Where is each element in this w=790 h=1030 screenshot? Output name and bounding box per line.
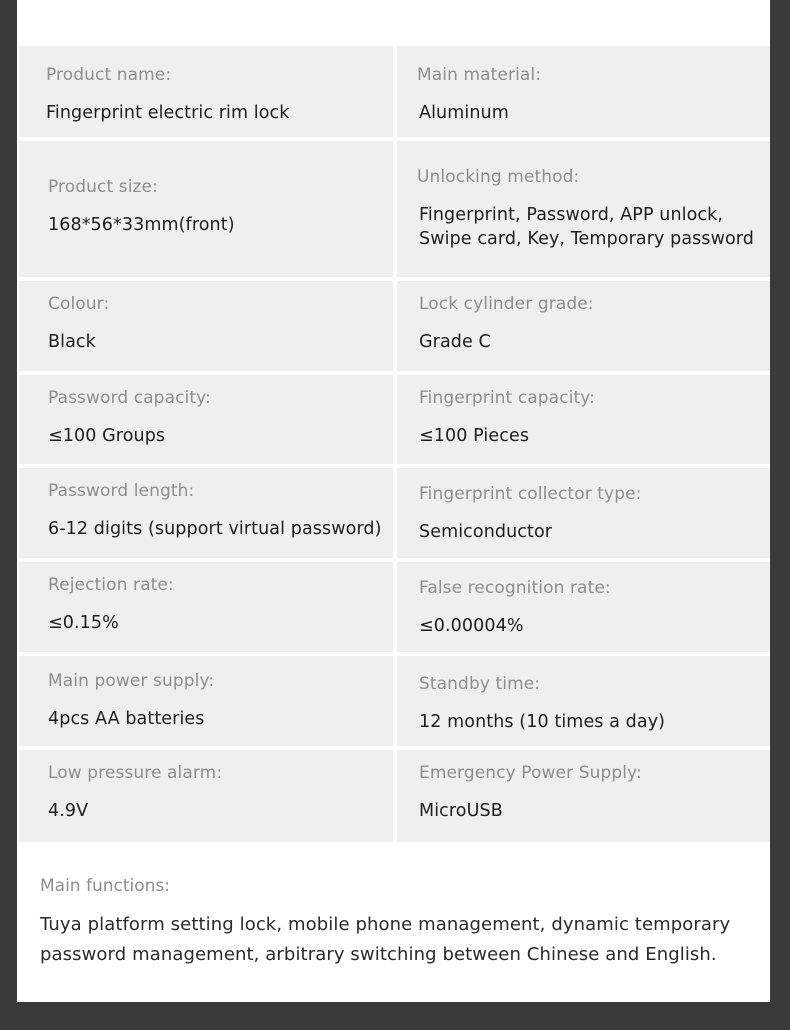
main-functions-section <box>40 876 740 970</box>
spec-cell-product-name <box>19 46 393 137</box>
spec-value: MicroUSB <box>419 801 503 821</box>
spec-label: Password capacity: <box>48 388 211 408</box>
spec-cell-product-size <box>19 141 393 277</box>
spec-value: 6-12 digits (support virtual password) <box>48 519 382 539</box>
spec-value: ≤0.15% <box>48 613 119 633</box>
spec-cell-fingerprint-collector-type <box>397 468 770 558</box>
spec-label: Password length: <box>48 481 195 501</box>
spec-cell-rejection-rate <box>19 562 393 652</box>
main-functions-text: Tuya platform setting lock, mobile phone management, dynamic temporary password management, arbitrary switching between Chinese and English. <box>40 914 731 965</box>
spec-label: Product name: <box>46 65 172 85</box>
spec-label: Fingerprint capacity: <box>419 388 595 408</box>
spec-value: Grade C <box>419 332 491 352</box>
spec-label: Unlocking method: <box>417 167 580 187</box>
spec-label: Lock cylinder grade: <box>419 294 594 314</box>
spec-value: ≤100 Pieces <box>419 426 530 446</box>
spec-value-line-1: Fingerprint, Password, APP unlock, <box>419 205 724 225</box>
spec-label: Low pressure alarm: <box>48 763 223 783</box>
spec-value-line-2: Swipe card, Key, Temporary password <box>419 229 754 249</box>
spec-cell-unlocking-method <box>397 141 770 277</box>
spec-label: Main power supply: <box>48 671 215 691</box>
spec-label: Emergency Power Supply: <box>419 763 642 783</box>
spec-cell-low-pressure-alarm <box>19 750 393 842</box>
spec-value: Fingerprint electric rim lock <box>46 103 290 123</box>
spec-label: Main material: <box>417 65 542 85</box>
spec-value: 12 months (10 times a day) <box>419 712 666 732</box>
spec-value: 4pcs AA batteries <box>48 709 205 729</box>
spec-label: False recognition rate: <box>419 578 611 598</box>
spec-label: Product size: <box>48 177 158 197</box>
spec-value: 4.9V <box>48 801 89 821</box>
spec-cell-fingerprint-capacity <box>397 375 770 464</box>
spec-value: Semiconductor <box>419 522 553 542</box>
spec-cell-main-material <box>397 46 770 137</box>
spec-value: ≤0.00004% <box>419 616 524 636</box>
spec-cell-lock-cylinder-grade <box>397 281 770 371</box>
spec-label: Standby time: <box>419 674 541 694</box>
spec-cell-false-recognition-rate <box>397 562 770 652</box>
spec-cell-password-capacity <box>19 375 393 464</box>
spec-cell-password-length <box>19 468 393 558</box>
spec-value: ≤100 Groups <box>48 426 166 446</box>
spec-label: Fingerprint collector type: <box>419 484 642 504</box>
spec-cell-emergency-power-supply <box>397 750 770 842</box>
spec-value: Black <box>48 332 96 352</box>
spec-label: Colour: <box>48 294 110 314</box>
spec-table <box>17 46 770 842</box>
spec-value: Aluminum <box>419 103 509 123</box>
spec-cell-main-power-supply <box>19 656 393 746</box>
spec-value: 168*56*33mm(front) <box>48 215 235 235</box>
main-functions-label: Main functions: <box>40 876 171 896</box>
spec-sheet <box>17 0 770 1002</box>
spec-cell-colour <box>19 281 393 371</box>
spec-cell-standby-time <box>397 656 770 746</box>
spec-label: Rejection rate: <box>48 575 174 595</box>
